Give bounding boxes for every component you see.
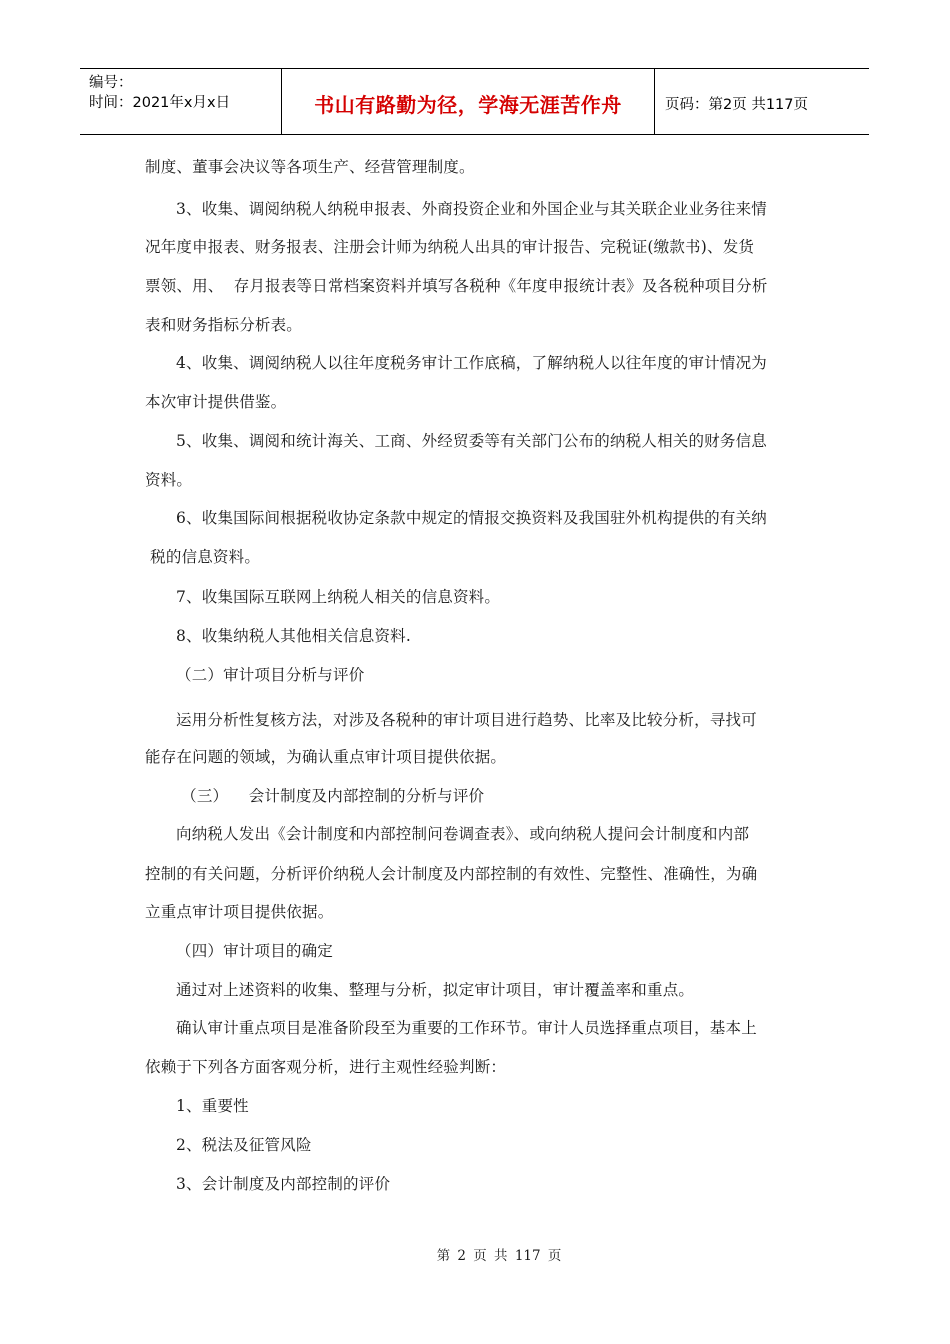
body-line: 控制的有关问题，分析评价纳税人会计制度及内部控制的有效性、完整性、准确性，为确 — [145, 865, 758, 883]
page-footer: 第 2 页 共 117 页 — [436, 1248, 562, 1264]
body-line: 依赖于下列各方面客观分析，进行主观性经验判断： — [145, 1058, 507, 1076]
body-line: 4、收集、调阅纳税人以往年度税务审计工作底稿，了解纳税人以往年度的审计情况为 — [176, 354, 767, 372]
body-line: 确认审计重点项目是准备阶段至为重要的工作环节。审计人员选择重点项目，基本上 — [176, 1019, 757, 1037]
body-line: 通过对上述资料的收集、整理与分析，拟定审计项目，审计覆盖率和重点。 — [176, 981, 695, 999]
body-line: 5、收集、调阅和统计海关、工商、外经贸委等有关部门公布的纳税人相关的财务信息 — [176, 432, 767, 450]
body-line: 税的信息资料。 — [145, 548, 261, 566]
list-item: 3、会计制度及内部控制的评价 — [176, 1175, 391, 1193]
section-heading: （二）审计项目分析与评价 — [176, 666, 365, 684]
body-line: 7、收集国际互联网上纳税人相关的信息资料。 — [176, 588, 501, 606]
list-item: 1、重要性 — [176, 1097, 249, 1115]
section-heading: （三） 会计制度及内部控制的分析与评价 — [176, 787, 485, 805]
header-motto: 书山有路勤为径，学海无涯苦作舟 — [282, 69, 655, 134]
body-line: 能存在问题的领域，为确认重点审计项目提供依据。 — [145, 748, 507, 766]
body-line: 资料。 — [145, 471, 193, 489]
body-line: 3、收集、调阅纳税人纳税申报表、外商投资企业和外国企业与其关联企业业务往来情 — [176, 200, 767, 218]
body-line: 表和财务指标分析表。 — [145, 316, 303, 334]
header-page-info: 页码：第2页 共117页 — [665, 97, 809, 113]
body-line: 8、收集纳税人其他相关信息资料. — [176, 627, 411, 645]
section-heading: （四）审计项目的确定 — [176, 942, 334, 960]
document-date: 时间：2021年x月x日 — [89, 95, 231, 111]
body-line: 立重点审计项目提供依据。 — [145, 903, 334, 921]
body-line: 本次审计提供借鉴。 — [145, 393, 287, 411]
body-line: 运用分析性复核方法，对涉及各税种的审计项目进行趋势、比率及比较分析，寻找可 — [176, 711, 757, 729]
body-line: 6、收集国际间根据税收协定条款中规定的情报交换资料及我国驻外机构提供的有关纳 — [176, 509, 767, 527]
body-line: 向纳税人发出《会计制度和内部控制问卷调查表》、或向纳税人提问会计制度和内部 — [176, 825, 750, 843]
header-meta — [80, 69, 282, 134]
list-item: 2、税法及征管风险 — [176, 1136, 312, 1154]
document-number-label: 编号： — [89, 75, 133, 91]
body-line: 制度、董事会决议等各项生产、经营管理制度。 — [145, 158, 475, 176]
body-line: 况年度申报表、财务报表、注册会计师为纳税人出具的审计报告、完税证(缴款书)、发货 — [145, 238, 755, 256]
page-header — [80, 68, 869, 135]
body-line: 票领、用、 存月报表等日常档案资料并填写各税种《年度申报统计表》及各税种项目分析 — [145, 277, 768, 295]
